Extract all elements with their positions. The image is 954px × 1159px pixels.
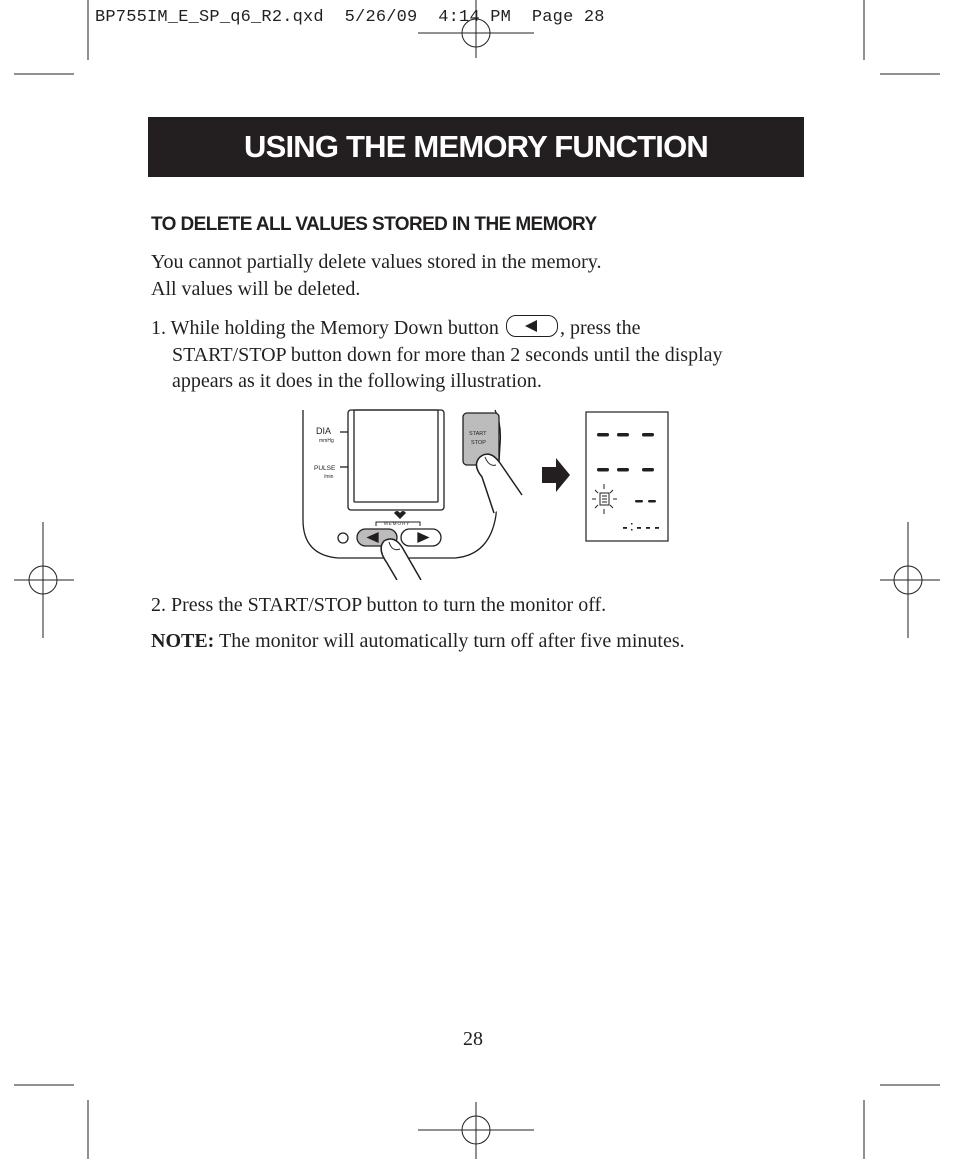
intro-line-1: You cannot partially delete values stored in the memory. [151, 251, 602, 273]
step-1-text-after: , press the [559, 317, 641, 339]
pulse-unit: /min [324, 474, 334, 480]
start-label: START [469, 431, 487, 437]
note-text: The monitor will automatically turn off after five minutes. [214, 630, 685, 652]
note-label: NOTE: [151, 630, 215, 652]
note [151, 628, 685, 655]
print-slug: BP755IM_E_SP_q6_R2.qxd 5/26/09 4:14 PM Page 28 [95, 8, 605, 27]
arrow-right-icon [542, 458, 570, 492]
step-1-line-3: appears as it does in the following illustration. [172, 370, 542, 392]
step-1-line-1 [151, 315, 811, 342]
pulse-label: PULSE [314, 465, 336, 472]
step-1-text-before: 1. While holding the Memory Down button [151, 317, 499, 339]
dia-unit: mmHg [319, 438, 334, 444]
intro-paragraph [151, 249, 791, 302]
title-banner [148, 117, 804, 177]
dia-label: DIA [316, 426, 332, 436]
monitor-illustration [290, 405, 690, 580]
step-1-line-2: START/STOP button down for more than 2 seconds until the display [172, 343, 723, 366]
monitor-device [303, 410, 522, 580]
step-1 [151, 315, 811, 395]
intro-line-2: All values will be deleted. [151, 277, 361, 300]
step-2: 2. Press the START/STOP button to turn the monitor off. [151, 594, 607, 616]
page-title: USING THE MEMORY FUNCTION [244, 129, 708, 164]
page-number: 28 [463, 1028, 483, 1050]
display-panel [586, 412, 668, 541]
stop-label: STOP [471, 440, 486, 446]
section-heading: TO DELETE ALL VALUES STORED IN THE MEMORY [151, 214, 597, 235]
memory-down-button-icon [506, 315, 558, 337]
memory-label: MEMORY [384, 521, 411, 526]
